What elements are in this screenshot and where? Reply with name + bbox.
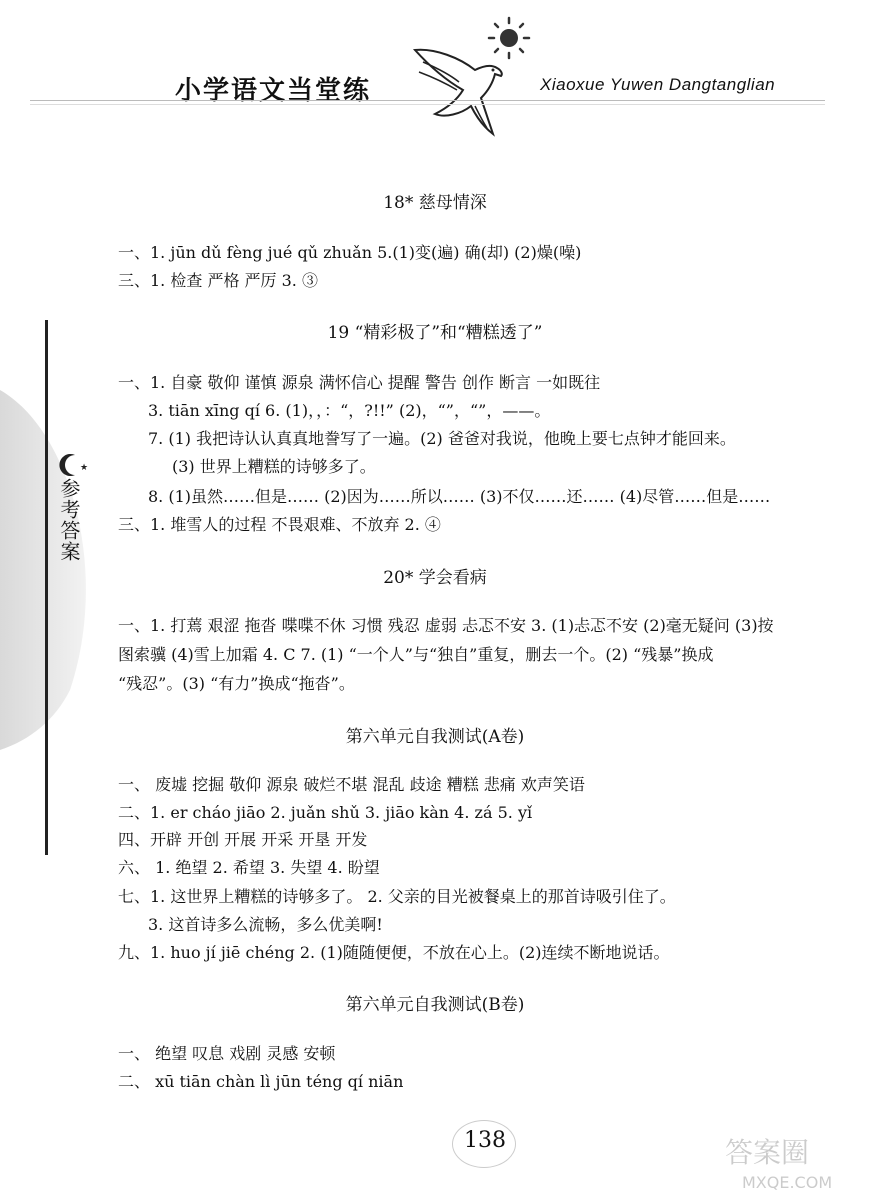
svg-text:★: ★ xyxy=(80,463,89,473)
answer-line: 六、 1. 绝望 2. 希望 3. 失望 4. 盼望 xyxy=(118,858,380,877)
header-divider-secondary xyxy=(30,104,825,105)
dove-sun-logo-icon xyxy=(405,10,535,140)
answer-line: 四、开辟 开创 开展 开采 开垦 开发 xyxy=(118,830,368,849)
answer-line: 三、1. 检查 严格 严厉 3. ③ xyxy=(118,271,318,290)
watermark-logo-icon xyxy=(720,1130,865,1195)
header-divider xyxy=(30,100,825,101)
section-title: 第六单元自我测试(A卷) xyxy=(345,727,525,747)
section-title: 20* 学会看病 xyxy=(383,568,487,588)
side-tab-label: 参考答案 xyxy=(57,478,81,562)
answer-line: 一、 绝望 叹息 戏剧 灵感 安顿 xyxy=(118,1044,336,1063)
answer-line: “残忍”。(3) “有力”换成“拖沓”。 xyxy=(118,674,355,693)
answer-line: 七、1. 这世界上糟糕的诗够多了。 2. 父亲的目光被餐桌上的那首诗吸引住了。 xyxy=(118,887,676,906)
page-header xyxy=(0,0,870,150)
answer-line: 8. (1)虽然……但是…… (2)因为……所以…… (3)不仅……还…… (4)尽管……但是…… xyxy=(148,487,771,506)
answer-line: 一、 废墟 挖掘 敬仰 源泉 破烂不堪 混乱 歧途 糟糕 悲痛 欢声笑语 xyxy=(118,775,585,794)
answer-line: 7. (1) 我把诗认认真真地誊写了一遍。(2) 爸爸对我说，他晚上要七点钟才能回来。 xyxy=(148,429,736,448)
answer-line: 二、1. er cháo jiāo 2. juǎn shǔ 3. jiāo kàn 4. zá 5. yǐ xyxy=(118,803,533,822)
answer-line: 3. 这首诗多么流畅，多么优美啊! xyxy=(148,915,383,934)
answer-line: 图索骥 (4)雪上加霜 4. C 7. (1) “一个人”与“独自”重复，删去一个。(2) “残暴”换成 xyxy=(118,645,714,664)
watermark-text-url: MXQE.COM xyxy=(742,1173,833,1192)
section-title: 19 “精彩极了”和“糟糕透了” xyxy=(327,323,543,343)
answer-line: 三、1. 堆雪人的过程 不畏艰难、不放弃 2. ④ xyxy=(118,515,441,534)
book-title-pinyin: Xiaoxue Yuwen Dangtanglian xyxy=(540,75,776,94)
watermark-text-cn: 答案圈 xyxy=(725,1136,810,1169)
answer-line: 一、1. jūn dǔ fèng jué qǔ zhuǎn 5.(1)变(遍) 确(却) (2)燥(噪) xyxy=(118,243,582,262)
page-number: 138 xyxy=(464,1128,506,1153)
answer-line: 九、1. huo jí jiē chéng 2. (1)随随便便，不放在心上。(2)连续不断地说话。 xyxy=(118,943,670,962)
answer-line: 一、1. 自豪 敬仰 谨慎 源泉 满怀信心 提醒 警告 创作 断言 一如既往 xyxy=(118,373,601,392)
book-title: 小学语文当堂练 xyxy=(175,76,372,106)
answer-line: 二、 xū tiān chàn lì jūn téng qí niān xyxy=(118,1072,404,1091)
section-title: 第六单元自我测试(B卷) xyxy=(345,995,525,1015)
answer-line: (3) 世界上糟糕的诗够多了。 xyxy=(172,457,376,476)
section-title: 18* 慈母情深 xyxy=(383,193,487,213)
answer-line: 3. tiān xīng qí 6. (1)，，：“，?!!” (2)，“”，“”，——。 xyxy=(148,401,551,420)
answer-line: 一、1. 打蔫 艰涩 拖沓 喋喋不休 习惯 残忍 虚弱 忐忑不安 3. (1)忐忑不安 (2)毫无疑问 (3)按 xyxy=(118,616,774,635)
